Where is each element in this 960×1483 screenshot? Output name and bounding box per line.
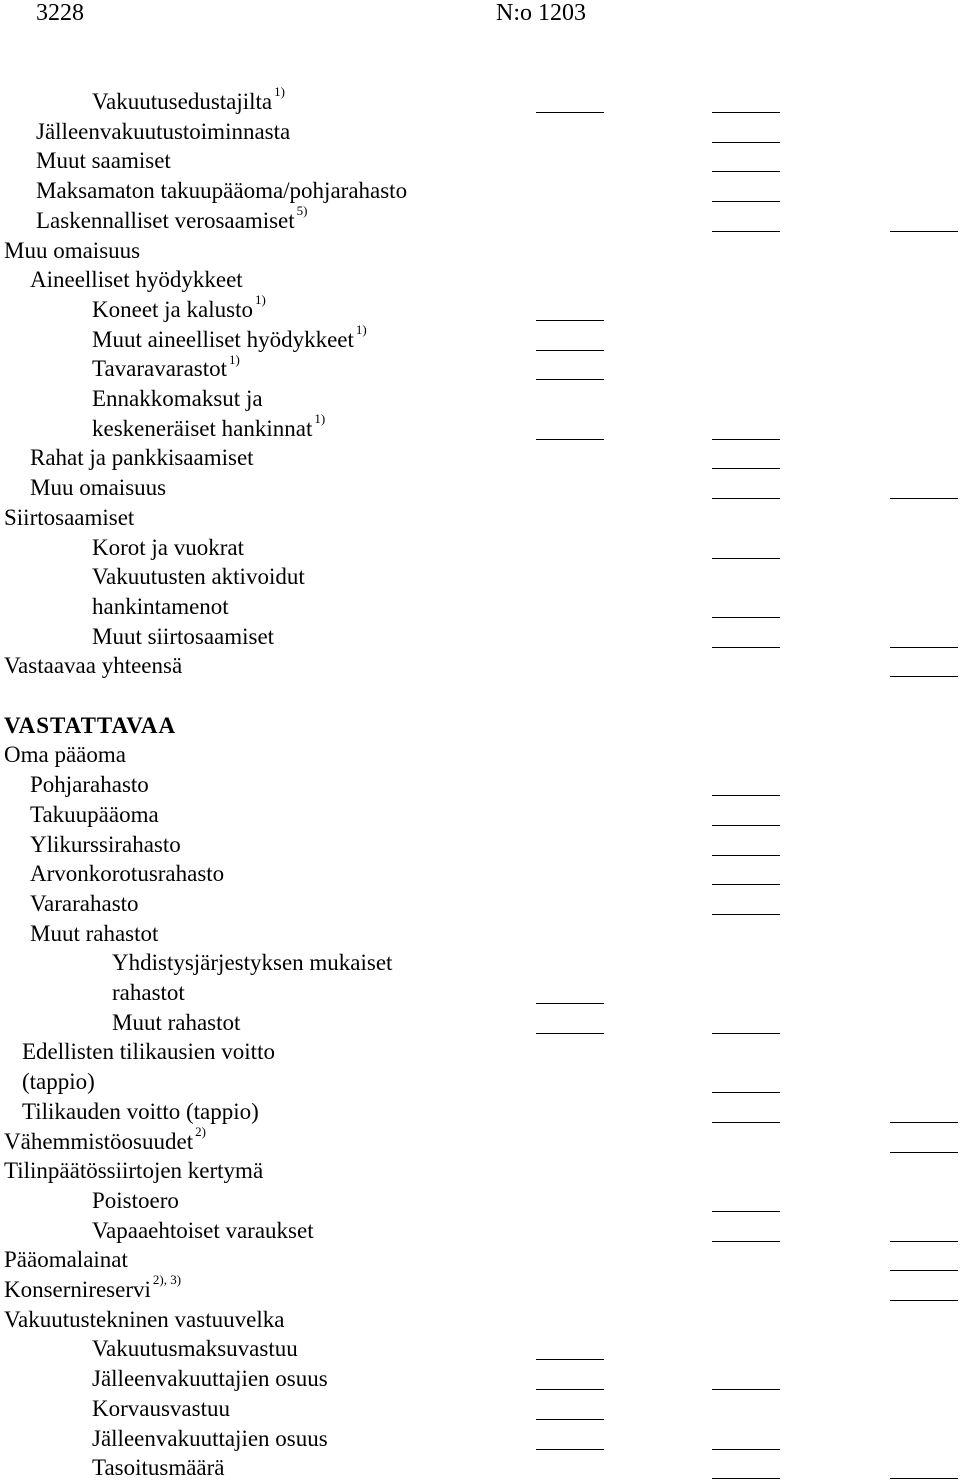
account-row (0, 1364, 960, 1394)
account-label-text: Koneet ja kalusto (92, 296, 253, 322)
account-label-text: Muut siirtosaamiset (92, 623, 275, 649)
blank-amount-line-col2 (712, 1033, 780, 1034)
account-label (30, 830, 181, 860)
account-row (0, 948, 960, 978)
account-row (0, 1334, 960, 1364)
account-row (0, 830, 960, 860)
account-row (0, 1008, 960, 1038)
account-label-text: Muut saamiset (36, 148, 171, 174)
blank-amount-line-col3 (890, 1300, 958, 1301)
account-label (92, 533, 244, 563)
account-label (30, 889, 139, 919)
account-label (4, 1245, 128, 1275)
account-label (4, 1156, 263, 1186)
blank-amount-line-col3 (890, 647, 958, 648)
account-label (30, 473, 166, 503)
account-row (0, 1123, 960, 1157)
blank-amount-line-col2 (712, 825, 780, 826)
account-row (0, 176, 960, 206)
account-label (92, 1216, 314, 1246)
account-row (0, 800, 960, 830)
account-label (22, 1097, 259, 1127)
account-row (0, 292, 960, 325)
blank-amount-line-col2 (712, 884, 780, 885)
section-heading-row (0, 711, 960, 741)
account-label-text: Vakuutusmaksuvastuu (92, 1336, 298, 1362)
account-row (0, 443, 960, 473)
blank-amount-line-col2 (712, 1122, 780, 1123)
blank-amount-line-col3 (890, 231, 958, 232)
account-label (22, 1037, 275, 1067)
account-label-text: Ylikurssirahasto (30, 831, 181, 857)
document-number: N:o 1203 (496, 0, 586, 26)
account-label-text: Siirtosaamiset (4, 504, 135, 530)
account-label-text: Pääomalainat (4, 1247, 128, 1273)
account-label-text: Tilikauden voitto (tappio) (22, 1098, 259, 1124)
footnote-marker: 1) (229, 351, 240, 367)
account-label (92, 592, 229, 622)
section-heading (4, 711, 176, 741)
blank-amount-line-col1 (536, 1389, 604, 1390)
account-label-text: Arvonkorotusrahasto (30, 861, 225, 887)
blank-amount-line-col3 (890, 1152, 958, 1153)
account-row (0, 1067, 960, 1097)
account-label-text: Muu omaisuus (30, 475, 167, 501)
footnote-marker: 1) (314, 411, 326, 427)
account-label-text: Rahat ja pankkisaamiset (30, 445, 254, 471)
footnote-marker: 5) (296, 203, 308, 219)
blank-amount-line-col2 (712, 617, 780, 618)
account-label (4, 1272, 182, 1305)
account-row (0, 503, 960, 533)
account-row (0, 622, 960, 652)
account-label-text: VASTATTAVAA (4, 712, 177, 738)
blank-amount-line-col1 (536, 1359, 604, 1360)
account-row (0, 1394, 960, 1424)
account-label-text: Muut aineelliset hyödykkeet (92, 326, 354, 352)
account-label-text: Muu omaisuus (4, 237, 141, 263)
account-label-text: Maksamaton takuupääoma/pohjarahasto (36, 178, 408, 204)
account-label-text: Vakuutusten aktivoidut (92, 564, 305, 590)
account-label (92, 384, 263, 414)
account-label (112, 978, 185, 1008)
account-label (92, 1453, 225, 1483)
blank-amount-line-col1 (536, 379, 604, 380)
account-label (36, 203, 308, 236)
account-row (0, 1424, 960, 1454)
blank-amount-line-col2 (712, 1478, 780, 1479)
account-row (0, 236, 960, 266)
account-label (30, 859, 224, 889)
blank-amount-line-col3 (890, 676, 958, 677)
account-label (92, 351, 240, 384)
account-label-text: Vastaavaa yhteensä (4, 653, 183, 679)
account-row (0, 1305, 960, 1335)
account-label-text: Laskennalliset verosaamiset (36, 207, 295, 233)
blank-amount-line-col2 (712, 201, 780, 202)
blank-amount-line-col1 (536, 1033, 604, 1034)
account-row (0, 1245, 960, 1275)
account-label-text: Vakuutustekninen vastuuvelka (4, 1306, 285, 1332)
account-label (36, 146, 171, 176)
account-label (4, 740, 126, 770)
blank-amount-line-col3 (890, 498, 958, 499)
account-label (30, 919, 158, 949)
account-label-text: Vararahasto (30, 890, 139, 916)
blank-amount-line-col2 (712, 795, 780, 796)
account-label-text: Jälleenvakuuttajien osuus (92, 1366, 328, 1392)
blank-amount-line-col1 (536, 1003, 604, 1004)
blank-amount-line-col1 (536, 1449, 604, 1450)
account-row (0, 84, 960, 117)
account-label (112, 1008, 240, 1038)
blank-amount-line-col2 (712, 1241, 780, 1242)
footnote-marker: 2) (195, 1123, 206, 1139)
account-label-text: Poistoero (92, 1187, 179, 1213)
account-label (92, 411, 326, 444)
blank-amount-line-col2 (712, 231, 780, 232)
account-label (30, 770, 149, 800)
account-label-text: Tasoitusmäärä (92, 1455, 225, 1481)
account-label (92, 84, 285, 117)
account-label-text: rahastot (112, 980, 185, 1005)
account-row (0, 978, 960, 1008)
account-label (30, 800, 159, 830)
account-label-text: Muut rahastot (112, 1009, 241, 1035)
blank-amount-line-col2 (712, 171, 780, 172)
account-row (0, 740, 960, 770)
blank-amount-line-col2 (712, 914, 780, 915)
account-label-text: Aineelliset hyödykkeet (30, 267, 243, 293)
footnote-marker: 1) (254, 292, 266, 308)
account-label (92, 321, 367, 355)
blank-amount-line-col2 (712, 439, 780, 440)
account-label (92, 1186, 179, 1216)
account-row (0, 533, 960, 563)
account-row (0, 265, 960, 295)
account-label-text: hankintamenot (92, 593, 229, 619)
account-label-text: (tappio) (22, 1069, 95, 1095)
account-row (0, 1453, 960, 1483)
account-row (0, 592, 960, 622)
account-label-text: Pohjarahasto (30, 772, 149, 798)
footnote-marker: 2), 3) (152, 1272, 182, 1288)
account-label (92, 562, 305, 592)
blank-amount-line-col2 (712, 112, 780, 113)
blank-amount-line-col1 (536, 350, 604, 351)
blank-amount-line-col2 (712, 1211, 780, 1212)
account-row (0, 1186, 960, 1216)
footnote-marker: 1) (355, 321, 367, 337)
account-row (0, 203, 960, 236)
blank-amount-line-col1 (536, 439, 604, 440)
account-label (36, 176, 407, 206)
account-label (92, 622, 274, 652)
account-label-text: Vapaaehtoiset varaukset (92, 1217, 314, 1243)
account-row (0, 770, 960, 800)
account-row (0, 859, 960, 889)
blank-amount-line-col1 (536, 1419, 604, 1420)
blank-amount-line-col1 (536, 320, 604, 321)
blank-amount-line-col2 (712, 558, 780, 559)
account-row (0, 1272, 960, 1305)
account-label-text: Vähemmistöosuudet (4, 1128, 194, 1154)
account-label (4, 503, 134, 533)
blank-amount-line-col2 (712, 855, 780, 856)
account-row (0, 1216, 960, 1246)
account-label (92, 1424, 328, 1454)
account-label-text: Jälleenvakuutustoiminnasta (36, 118, 291, 144)
account-label (112, 948, 392, 978)
blank-amount-line-col3 (890, 1270, 958, 1271)
account-label (92, 1394, 230, 1424)
blank-amount-line-col2 (712, 498, 780, 499)
account-row (0, 889, 960, 919)
account-label-text: Oma pääoma (4, 742, 126, 768)
account-label-text: Korot ja vuokrat (92, 534, 245, 560)
account-label-text: Yhdistysjärjestyksen mukaiset (112, 950, 393, 976)
account-label-text: Ennakkomaksut ja (92, 386, 263, 411)
account-row (0, 473, 960, 503)
account-label-text: Takuupääoma (30, 801, 159, 827)
blank-amount-line-col2 (712, 1389, 780, 1390)
account-row (0, 411, 960, 444)
account-label (4, 1123, 206, 1157)
account-label-text: Jälleenvakuuttajien osuus (92, 1425, 328, 1451)
account-row (0, 1097, 960, 1127)
blank-amount-line-col2 (712, 647, 780, 648)
blank-amount-line-col2 (712, 1449, 780, 1450)
account-label-text: Vakuutusedustajilta (92, 89, 273, 114)
account-row (0, 1156, 960, 1186)
account-row (0, 919, 960, 949)
account-label-text: Tilinpäätössiirtojen kertymä (4, 1158, 264, 1184)
account-row (0, 681, 960, 711)
account-label (4, 651, 182, 681)
account-row (0, 146, 960, 176)
account-label-text: Tavaravarastot (92, 356, 228, 382)
account-label (4, 1305, 284, 1335)
account-label (22, 1067, 95, 1097)
account-label-text: keskeneräiset hankinnat (92, 415, 313, 441)
account-label (92, 1364, 328, 1394)
account-row (0, 651, 960, 681)
account-label (36, 117, 290, 147)
blank-amount-line-col3 (890, 1478, 958, 1479)
page-number: 3228 (36, 0, 84, 26)
blank-amount-line-col3 (890, 1122, 958, 1123)
account-label (4, 236, 140, 266)
account-row (0, 321, 960, 355)
blank-amount-line-col2 (712, 1092, 780, 1093)
blank-amount-line-col2 (712, 468, 780, 469)
account-label (30, 443, 254, 473)
footnote-marker: 1) (274, 84, 285, 100)
account-row (0, 117, 960, 147)
account-label-text: Konsernireservi (4, 1277, 151, 1302)
account-row (0, 384, 960, 414)
account-row (0, 351, 960, 384)
account-label-text: Korvausvastuu (92, 1395, 230, 1421)
account-row (0, 1037, 960, 1067)
account-label (92, 1334, 298, 1364)
account-label-text: Edellisten tilikausien voitto (22, 1039, 275, 1065)
blank-amount-line-col3 (890, 1241, 958, 1242)
blank-amount-line-col1 (536, 112, 604, 113)
account-label-text: Muut rahastot (30, 920, 159, 946)
blank-amount-line-col2 (712, 142, 780, 143)
account-label (30, 265, 243, 295)
account-label (92, 292, 266, 325)
account-row (0, 562, 960, 592)
